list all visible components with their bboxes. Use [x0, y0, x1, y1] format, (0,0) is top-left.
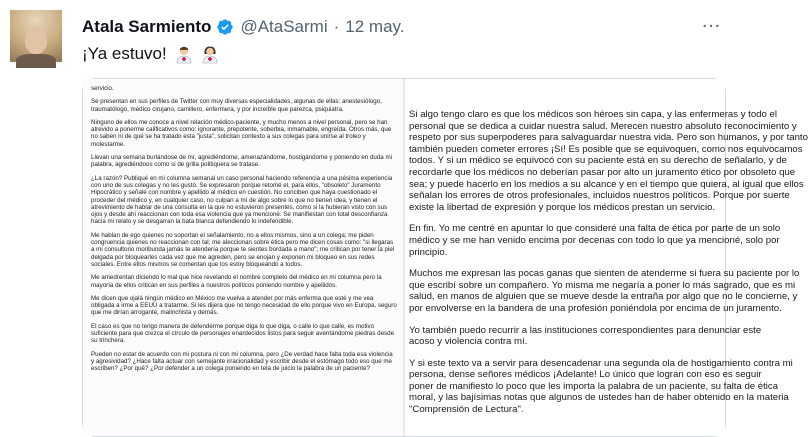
right-line: recordarle que los médicos no deberían pasar por alto un juramento ético por obsoleto que: [409, 166, 796, 178]
author-name[interactable]: Atala Sarmiento: [82, 17, 212, 36]
avatar-face: [25, 26, 47, 54]
right-line: por envolverse en la bandera de una profesión poniéndola por encima de un juramento.: [409, 302, 782, 314]
left-paragraph: Llevan una semana burlándose de mí, agrediéndome, amenazándome, hostigándome y poniendo en duda mi palabra, agrediéndoos como si de grilla politiquera se tratase.: [91, 154, 392, 169]
right-line: todos. Y si un médico se equivocó con su paciente está en su derecho de señalarlo, y de: [409, 155, 787, 167]
tweet-media[interactable]: [82, 78, 808, 437]
right-line: respeto por sus superpoderes para salvaguardar nuestra vida. Pero son humanos, y por tanto: [409, 132, 808, 144]
author-handle[interactable]: @AtaSarmi: [240, 17, 328, 36]
right-line: principio.: [409, 246, 448, 258]
left-paragraph: Me hablan de ego quienes no soportan el señalamiento, no a ellos mismos, sino a un colega; me piden congruencia quienes no reaccionan con tal; me aleccionan sobre ética pero me dicen cosas como: "si llegaras a mi consultorio moribunda jamás te atendería porque te sientes bordada a mano"; me critican por tener la piel delgada por bloquearles cada vez que me agreden, pero se enojan y exponen mi bloqueo en sus redes sociales. Entre ellos mismos se comentan que los estoy bloqueando a todos.: [91, 231, 395, 268]
right-line: médico y se me han venido encima por decenas con todo lo que ya mencioné, solo por: [409, 234, 780, 246]
right-paragraph: [409, 324, 762, 348]
left-paragraph: Me amedrentan diciendo lo mal que hice revelando el nombre completo del médico en mi columna pero la mayoría de ellos critican en sus perfiles a nuestros políticos poniendo nombre y apellidos.: [91, 274, 382, 289]
right-line: que escribí sobre un compañero. Yo misma me negaría a poner lo más sagrado, que es mi: [409, 279, 796, 291]
left-paragraph: El caso es que no tengo manera de defenderme porque diga lo que diga, o calle lo que calle, es motivo suficiente para que crezca el círculo de personajes enardecidos listos para seguir aventándome piedras desde su trinchera.: [91, 322, 395, 345]
right-paragraph: [409, 268, 800, 314]
right-paragraph: [409, 109, 808, 213]
left-paragraph: Se presentan en sus perfiles de Twitter con muy diversas especialidades, algunas de ellas: anestesiólogo, traumatólogo, médico cirujano, camillero, enfermera, y por increíble que parezca, psiquiatra.: [91, 98, 382, 113]
right-line: sea; y puede hacerlo en los medios a su alcance y en el tiempo que quiera, al igual que ellos: [409, 178, 804, 190]
tweet-body: [82, 44, 219, 64]
left-paragraph: ¿La razón? Publiqué en mi columna semanal un caso personal haciendo referencia a una pésima experiencia con uno de sus colegas y no les gustó. Se expresaron porque retomé el, para ellos, "obsoleto" Juramento Hipocrático y señalé con nombre y apellido al médico en cuestión. No conciben que haya cuestionado el proceder del médico y, en cualquier caso, no culpan a mí de algo sobre lo que no tienen idea, y tienen el atrevimiento de hablar de una consulta en la que no estuvieron presentes, como si la hubieran visto con sus ojos y desde ahí reaccionan con toda esa violencia que ya mencioné. Se manifiestan con total desconfianza hacia mi relato y se desgarran la bata blanca defendiendo lo indefendible.: [91, 174, 393, 226]
header-separator: ·: [333, 17, 340, 36]
right-line: existe la libertad de expresión y porque los médicos prestan un servicio.: [409, 201, 716, 213]
right-line: salud, en manos de alguien que se mueve desde la entraña por algo que no le concierne, y: [409, 291, 798, 303]
media-left-page: [83, 79, 403, 436]
right-line: señalan los errores de otros profesionales, incluidos nuestros políticos. Porque por suerte: [409, 190, 790, 202]
right-paragraph: [409, 223, 781, 258]
right-line: Si algo tengo claro es que los médicos son héroes sin capa, y las enfermeras y todo el: [409, 109, 777, 120]
man-health-worker-emoji: [175, 45, 193, 63]
tweet-text: ¡Ya estuvo!: [82, 44, 167, 63]
author-avatar[interactable]: [10, 10, 62, 62]
right-line: Y si este texto va a servir para desencadenar una segunda ola de hostigamiento contra mi: [409, 357, 793, 369]
right-line: persona, dense señores médicos ¡Adelante! Lo único que logran con eso es seguir: [409, 369, 762, 381]
right-line: personal que se dedica a cuidar nuestra salud. Merecen nuestro absoluto reconocimiento y: [409, 120, 797, 132]
right-line: "Comprensión de Lectura".: [409, 404, 524, 416]
right-line: acoso y violencia contra mí.: [409, 336, 528, 348]
more-options-icon[interactable]: …: [701, 10, 722, 32]
media-right-page: [405, 79, 808, 436]
tweet-header: [82, 15, 405, 39]
left-paragraph: servicio.: [91, 85, 114, 92]
right-line: moral, y las bajísimas notas que algunos de ustedes han de haber obtenido en la materia: [409, 392, 789, 404]
tweet-date[interactable]: 12 may.: [345, 17, 405, 36]
right-line: Yo también puedo recurrir a las instituciones correspondientes para denunciar este: [409, 324, 762, 336]
verified-badge-icon: [216, 18, 234, 36]
right-line: poner de manifiesto lo poco que les importa la palabra de un paciente, su falta de ética: [409, 380, 779, 392]
right-line: En fin. Yo me centré en apuntar lo que consideré una falta de ética por parte de un solo: [409, 223, 781, 235]
left-paragraph: Me dicen que ojalá ningún médico en México me vuelva a atender por más enferma que esté y me vea obligada a irme a EEUU a tratarme. Si les dijera que no tengo necesidad de ello porque vivo en Europa, seguro que me dirían arrogante, malinchista y demás.: [91, 294, 397, 317]
woman-health-worker-emoji: [201, 45, 219, 63]
avatar-shirt: [16, 54, 56, 68]
left-paragraph: Pueden no estar de acuerdo con mi postura ni con mi columna, pero ¿De verdad hace falta toda esa violencia y agresividad? ¿Hace falta actuar con semejante irracionalidad y escribir desde el estómago todo eso que me escriben? ¿Por qué? ¿Por defender a un colega poniendo en tela de juicio la palabra de un paciente?: [91, 350, 393, 373]
left-paragraph: Ninguno de ellos me conoce a nivel relación médico-paciente, y mucho menos a nivel personal, pero se han atrevido a ponerme calificativos como: ignorante, prepotente, soberbia, inmamable, engreída. Otros más, que no saben ni de qué se ha tratado esta "justa", solicitan contexto a sus colegas para unirse al troleo y molestarme.: [91, 118, 392, 148]
right-line: Muchos me expresan las pocas ganas que sienten de atenderme si fuera su paciente por lo: [409, 268, 800, 280]
right-line: también pueden cometer errores ¡Sí! Es posible que se equivoquen, como nos equivocamos: [409, 143, 803, 155]
right-paragraph: [409, 357, 793, 416]
